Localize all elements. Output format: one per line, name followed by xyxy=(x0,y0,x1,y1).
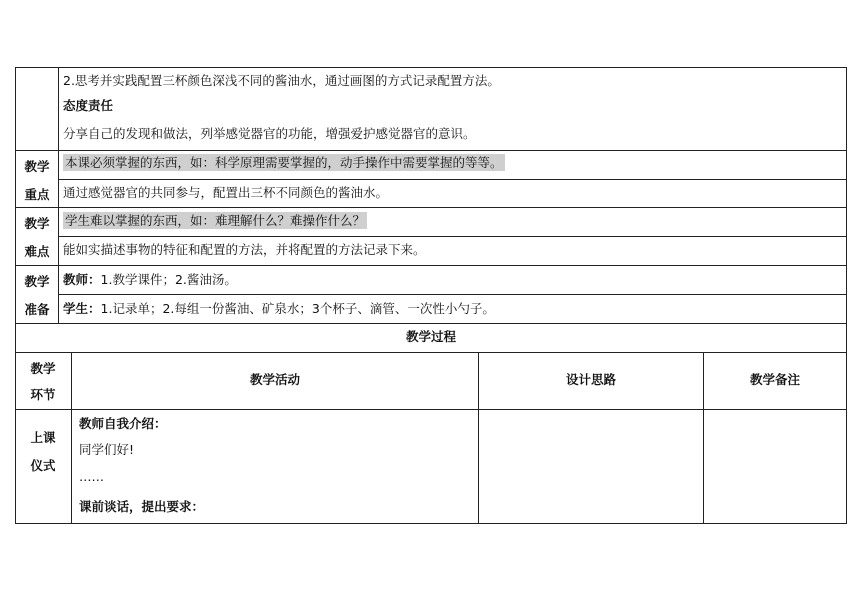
stage-header-1: 教学 xyxy=(30,361,56,376)
stage-cell-2: 仪式 xyxy=(30,458,56,473)
table-border-top xyxy=(15,67,847,68)
preparation-label-1: 教学 xyxy=(24,274,50,289)
student-items: 1.记录单；2.每组一份酱油、矿泉水；3个杯子、滴管、一次性小勺子。 xyxy=(100,301,495,316)
student-preparation xyxy=(63,301,495,317)
key-points-highlight: 本课必须掌握的东西，如：科学原理需要掌握的，动手操作中需要掌握的等等。 xyxy=(65,155,503,170)
table-border-bottom xyxy=(15,523,847,524)
row-divider xyxy=(15,409,847,410)
key-points-text: 通过感觉器官的共同参与，配置出三杯不同颜色的酱油水。 xyxy=(63,185,389,200)
row-divider xyxy=(15,323,847,324)
row-divider xyxy=(15,352,847,353)
stage-header-2: 环节 xyxy=(30,387,56,402)
teacher-preparation xyxy=(63,272,237,288)
objective-line: 2.思考并实践配置三杯颜色深浅不同的酱油水，通过画图的方式记录配置方法。 xyxy=(63,73,500,88)
row-divider xyxy=(58,236,847,237)
greeting-text: 同学们好! xyxy=(79,442,135,457)
ellipsis-text: …… xyxy=(79,469,104,484)
row-divider xyxy=(15,265,847,266)
table-border-right xyxy=(846,67,847,524)
preparation-label-2: 准备 xyxy=(24,302,50,317)
difficult-points-highlight: 学生难以掌握的东西，如：难理解什么？难操作什么？ xyxy=(65,213,366,228)
teacher-items: 1.教学课件；2.酱油汤。 xyxy=(100,272,237,287)
activity-header: 教学活动 xyxy=(249,372,300,387)
intro-heading: 教师自我介绍： xyxy=(79,416,167,431)
key-points-label-1: 教学 xyxy=(24,159,50,174)
difficult-points-label-2: 难点 xyxy=(24,244,50,259)
row-divider xyxy=(58,294,847,295)
key-points-hint xyxy=(63,155,505,171)
difficult-points-label-1: 教学 xyxy=(24,216,50,231)
attitude-heading: 态度责任 xyxy=(63,98,114,113)
attitude-text: 分享自己的发现和做法，列举感觉器官的功能，增强爱护感觉器官的意识。 xyxy=(63,126,476,141)
row-divider xyxy=(15,150,847,151)
row-divider xyxy=(58,179,847,180)
design-header: 设计思路 xyxy=(565,372,616,387)
row-divider xyxy=(15,207,847,208)
table-border-left xyxy=(15,67,16,524)
teacher-label: 教师： xyxy=(63,272,101,287)
difficult-points-text: 能如实描述事物的特征和配置的方法，并将配置的方法记录下来。 xyxy=(63,242,426,257)
key-points-label-2: 重点 xyxy=(24,187,50,202)
difficult-points-hint xyxy=(63,213,367,229)
stage-cell-1: 上课 xyxy=(30,430,56,445)
notes-header: 教学备注 xyxy=(749,372,800,387)
process-title: 教学过程 xyxy=(405,329,456,344)
talk-heading: 课前谈话，提出要求： xyxy=(79,499,205,514)
student-label: 学生： xyxy=(63,301,101,316)
